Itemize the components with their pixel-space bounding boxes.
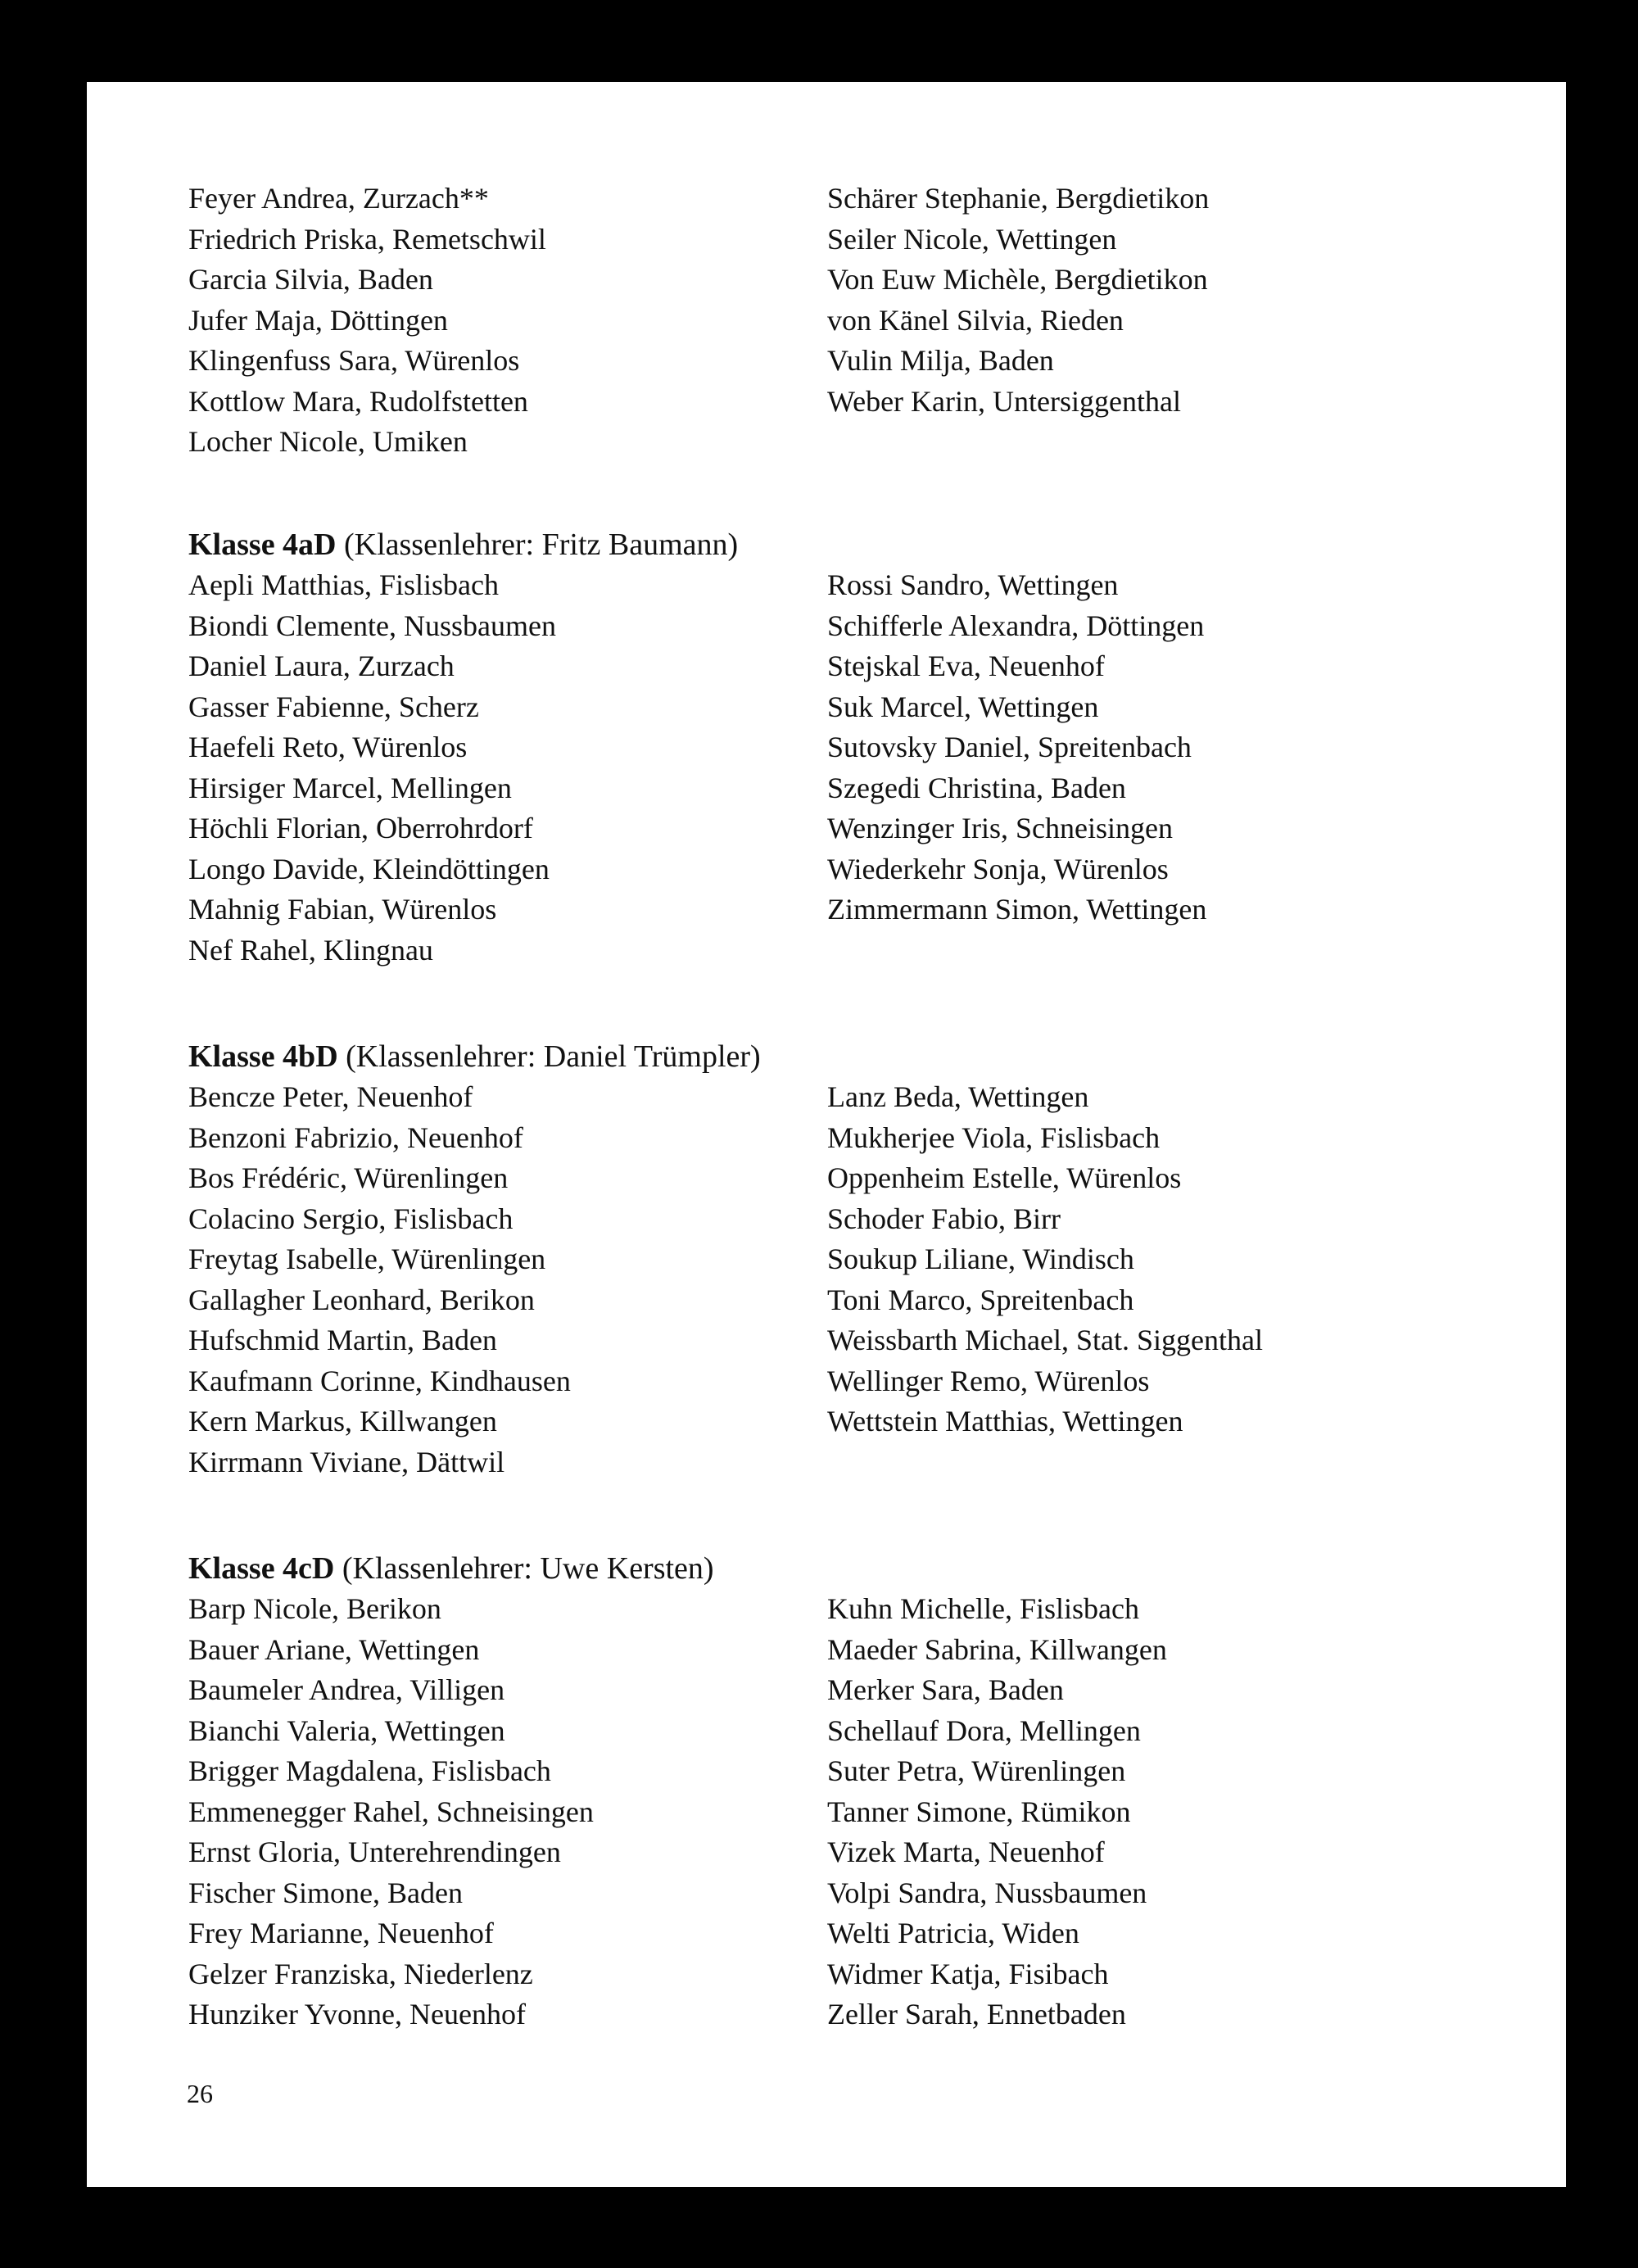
document-page	[87, 82, 1566, 2187]
list-item: Bianchi Valeria, Wettingen	[188, 1713, 505, 1747]
list-item: Garcia Silvia, Baden	[188, 263, 433, 296]
list-item: Daniel Laura, Zurzach	[188, 650, 455, 682]
list-item: Lanz Beda, Wettingen	[827, 1080, 1089, 1113]
list-item: Weissbarth Michael, Stat. Siggenthal	[827, 1324, 1264, 1356]
list-item: Schifferle Alexandra, Döttingen	[827, 609, 1205, 642]
class-teacher: (Klassenlehrer: Uwe Kersten)	[342, 1551, 714, 1586]
list-item: Kern Markus, Killwangen	[188, 1405, 497, 1437]
list-item: Hufschmid Martin, Baden	[188, 1324, 497, 1356]
class-right-column	[827, 1077, 1263, 1442]
list-item: Mahnig Fabian, Würenlos	[188, 893, 497, 926]
list-item: Hirsiger Marcel, Mellingen	[188, 771, 512, 804]
list-item: Nef Rahel, Klingnau	[188, 933, 433, 967]
list-item: Schoder Fabio, Birr	[827, 1202, 1061, 1235]
list-item: Schellauf Dora, Mellingen	[827, 1713, 1141, 1747]
intro-left-column	[188, 179, 546, 463]
intro-right-column	[827, 179, 1209, 422]
list-item: Longo Davide, Kleindöttingen	[188, 852, 550, 885]
list-item: Volpi Sandra, Nussbaumen	[827, 1876, 1147, 1909]
list-item: Von Euw Michèle, Bergdietikon	[827, 263, 1208, 296]
list-item: Klingenfuss Sara, Würenlos	[188, 344, 520, 377]
class-teacher: (Klassenlehrer: Daniel Trümpler)	[346, 1039, 761, 1074]
class-heading	[188, 1036, 1499, 1077]
list-item: Kottlow Mara, Rudolfstetten	[188, 384, 528, 418]
list-item: Gelzer Franziska, Niederlenz	[188, 1957, 533, 1990]
list-item: Vulin Milja, Baden	[827, 344, 1054, 377]
class-right-column	[827, 1589, 1167, 2035]
list-item: Emmenegger Rahel, Schneisingen	[188, 1795, 594, 1828]
list-item: Merker Sara, Baden	[827, 1673, 1064, 1706]
list-item: Barp Nicole, Berikon	[188, 1592, 441, 1625]
class-heading	[188, 524, 1499, 565]
list-item: Aepli Matthias, Fislisbach	[188, 568, 499, 601]
list-item: Vizek Marta, Neuenhof	[827, 1836, 1105, 1868]
class-left-column	[188, 1589, 594, 2035]
list-item: Frey Marianne, Neuenhof	[188, 1917, 494, 1949]
list-item: Kaufmann Corinne, Kindhausen	[188, 1364, 571, 1397]
list-item: Benzoni Fabrizio, Neuenhof	[188, 1120, 523, 1154]
list-item: Haefeli Reto, Würenlos	[188, 731, 468, 763]
class-heading	[188, 1548, 1499, 1589]
list-item: Zimmermann Simon, Wettingen	[827, 893, 1207, 926]
list-item: Sutovsky Daniel, Spreitenbach	[827, 731, 1192, 763]
list-item: Bauer Ariane, Wettingen	[188, 1632, 480, 1666]
list-item: Friedrich Priska, Remetschwil	[188, 222, 546, 256]
list-item: Soukup Liliane, Windisch	[827, 1243, 1134, 1275]
list-item: Ernst Gloria, Unterehrendingen	[188, 1836, 561, 1868]
class-name: Klasse 4cD	[188, 1551, 335, 1586]
list-item: Maeder Sabrina, Killwangen	[827, 1632, 1167, 1666]
page-number: 26	[187, 2079, 213, 2108]
class-section-4ad	[188, 524, 1499, 967]
list-item: Biondi Clemente, Nussbaumen	[188, 609, 556, 642]
list-item: Gallagher Leonhard, Berikon	[188, 1283, 535, 1316]
list-item: Kirrmann Viviane, Dättwil	[188, 1445, 505, 1478]
list-item: Fischer Simone, Baden	[188, 1876, 463, 1909]
list-item: Wiederkehr Sonja, Würenlos	[827, 852, 1169, 885]
list-item: Bencze Peter, Neuenhof	[188, 1080, 473, 1113]
list-item: Colacino Sergio, Fislisbach	[188, 1202, 514, 1235]
list-item: Szegedi Christina, Baden	[827, 771, 1126, 804]
list-item: Seiler Nicole, Wettingen	[827, 222, 1117, 256]
list-item: Kuhn Michelle, Fislisbach	[827, 1592, 1139, 1625]
list-item: Hunziker Yvonne, Neuenhof	[188, 1998, 526, 2030]
list-item: Toni Marco, Spreitenbach	[827, 1283, 1134, 1316]
list-item: Jufer Maja, Döttingen	[188, 303, 448, 337]
list-item: Höchli Florian, Oberrohrdorf	[188, 812, 533, 844]
list-item: Stejskal Eva, Neuenhof	[827, 650, 1105, 682]
list-item: Brigger Magdalena, Fislisbach	[188, 1754, 551, 1787]
list-item: Baumeler Andrea, Villigen	[188, 1673, 505, 1706]
list-item: Widmer Katja, Fisibach	[827, 1957, 1109, 1990]
list-item: Wellinger Remo, Würenlos	[827, 1364, 1150, 1397]
class-section-4cd	[188, 1548, 1499, 2030]
class-left-column	[188, 565, 556, 971]
list-item: Rossi Sandro, Wettingen	[827, 568, 1119, 601]
list-item: Oppenheim Estelle, Würenlos	[827, 1161, 1182, 1194]
list-item: Gasser Fabienne, Scherz	[188, 690, 479, 723]
list-item: Wettstein Matthias, Wettingen	[827, 1405, 1183, 1437]
list-item: Suter Petra, Würenlingen	[827, 1754, 1126, 1787]
list-item: Feyer Andrea, Zurzach**	[188, 182, 489, 215]
list-item: Locher Nicole, Umiken	[188, 425, 468, 458]
class-name: Klasse 4aD	[188, 527, 337, 562]
list-item: Schärer Stephanie, Bergdietikon	[827, 182, 1210, 215]
class-teacher: (Klassenlehrer: Fritz Baumann)	[344, 527, 739, 562]
class-left-column	[188, 1077, 571, 1483]
list-item: von Känel Silvia, Rieden	[827, 303, 1124, 337]
list-item: Mukherjee Viola, Fislisbach	[827, 1120, 1161, 1154]
class-section-4bd	[188, 1036, 1499, 1478]
list-item: Welti Patricia, Widen	[827, 1917, 1079, 1949]
list-item: Tanner Simone, Rümikon	[827, 1795, 1131, 1828]
list-item: Bos Frédéric, Würenlingen	[188, 1161, 509, 1194]
list-item: Zeller Sarah, Ennetbaden	[827, 1998, 1126, 2030]
list-item: Suk Marcel, Wettingen	[827, 690, 1099, 723]
class-right-column	[827, 565, 1206, 930]
list-item: Wenzinger Iris, Schneisingen	[827, 812, 1173, 844]
class-name: Klasse 4bD	[188, 1039, 338, 1074]
list-item: Weber Karin, Untersiggenthal	[827, 384, 1181, 418]
list-item: Freytag Isabelle, Würenlingen	[188, 1243, 546, 1275]
